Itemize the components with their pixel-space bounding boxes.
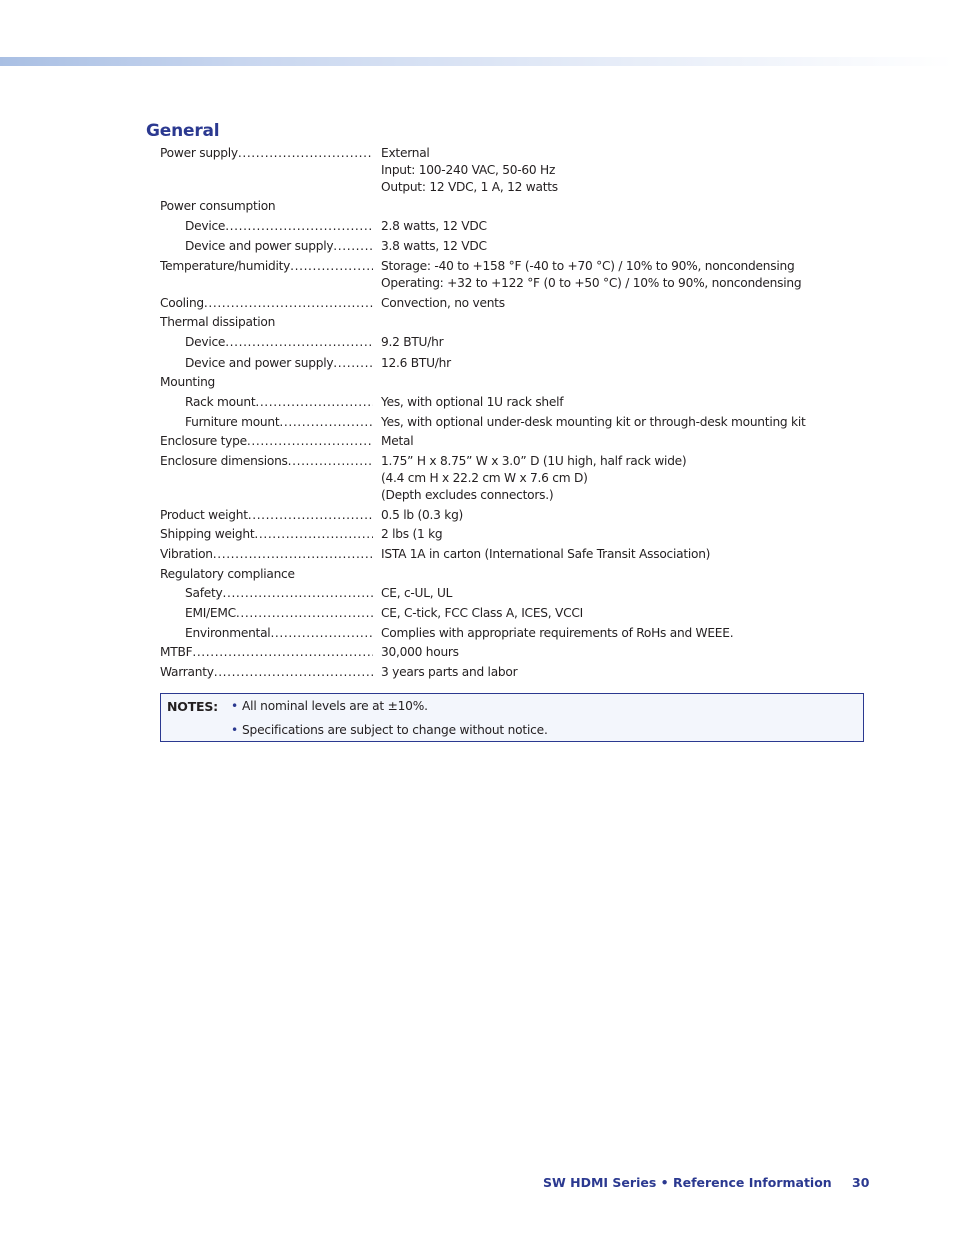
spec-label-text: EMI/EMC	[185, 606, 236, 620]
note-item	[231, 723, 548, 737]
spec-value-line: Yes, with optional 1U rack shelf	[381, 395, 564, 409]
spec-label-text: Device	[185, 219, 226, 233]
dot-leader	[279, 414, 373, 431]
spec-value	[381, 355, 451, 372]
spec-label	[185, 238, 373, 255]
dot-leader	[333, 238, 373, 255]
spec-label	[185, 625, 373, 642]
footer-title: SW HDMI Series • Reference Information	[543, 1175, 832, 1190]
spec-value	[381, 526, 442, 543]
spec-label-text: Device and power supply	[185, 356, 334, 370]
spec-value	[381, 258, 801, 292]
spec-value-line: ISTA 1A in carton (International Safe Transit Association)	[381, 547, 711, 561]
note-text: All nominal levels are at ±10%.	[242, 699, 428, 713]
spec-label-text: Vibration	[160, 547, 213, 561]
spec-value-line: 1.75” H x 8.75” W x 3.0” D (1U high, half rack wide)	[381, 454, 687, 468]
spec-label	[160, 644, 373, 661]
dot-leader	[270, 625, 373, 642]
spec-value-line: Input: 100-240 VAC, 50-60 Hz	[381, 163, 556, 177]
dot-leader	[223, 585, 374, 602]
spec-label	[160, 198, 373, 215]
spec-value-line: Metal	[381, 434, 414, 448]
spec-label-text: Power supply	[160, 146, 238, 160]
dot-leader	[192, 644, 373, 661]
spec-label	[160, 258, 373, 275]
spec-label	[160, 566, 373, 583]
spec-label-text: Cooling	[160, 296, 204, 310]
spec-label-text: Power consumption	[160, 199, 276, 213]
spec-value	[381, 585, 452, 602]
dot-leader	[225, 218, 373, 235]
spec-label-text: MTBF	[160, 645, 193, 659]
spec-value-line: Complies with appropriate requirements of RoHs and WEEE.	[381, 626, 734, 640]
notes-box	[160, 693, 864, 742]
page-number: 30	[852, 1175, 870, 1190]
spec-label-text: Device and power supply	[185, 239, 334, 253]
header-gradient-bar	[0, 57, 954, 66]
spec-value-line: 9.2 BTU/hr	[381, 335, 444, 349]
spec-value	[381, 334, 443, 351]
spec-label	[160, 314, 373, 331]
spec-value-line: 3 years parts and labor	[381, 665, 518, 679]
spec-value	[381, 295, 505, 312]
bullet-icon: •	[231, 699, 238, 713]
spec-value-line: 12.6 BTU/hr	[381, 356, 451, 370]
spec-value-line: 2.8 watts, 12 VDC	[381, 219, 487, 233]
dot-leader	[225, 334, 373, 351]
spec-value	[381, 394, 563, 411]
spec-value-line: External	[381, 146, 430, 160]
section-title: General	[146, 121, 220, 141]
spec-value	[381, 453, 686, 504]
spec-value-line: 30,000 hours	[381, 645, 459, 659]
spec-value-line: Operating: +32 to +122 °F (0 to +50 °C) / 10% to 90%, noncondensing	[381, 276, 802, 290]
spec-value-line: (4.4 cm H x 22.2 cm W x 7.6 cm D)	[381, 471, 588, 485]
note-text: Specifications are subject to change without notice.	[242, 723, 548, 737]
spec-value	[381, 414, 806, 431]
dot-leader	[214, 664, 373, 681]
dot-leader	[288, 453, 373, 470]
spec-label	[160, 453, 373, 470]
spec-value	[381, 238, 487, 255]
spec-value	[381, 507, 463, 524]
spec-value	[381, 433, 413, 450]
dot-leader	[213, 546, 373, 563]
spec-value-line: CE, c-UL, UL	[381, 586, 453, 600]
spec-value-line: 2 lbs (1 kg	[381, 527, 443, 541]
spec-value	[381, 605, 583, 622]
spec-label-text: Product weight	[160, 508, 248, 522]
spec-value-line: (Depth excludes connectors.)	[381, 488, 554, 502]
dot-leader	[333, 355, 373, 372]
spec-label-text: Enclosure dimensions	[160, 454, 288, 468]
spec-label-text: Temperature/humidity	[160, 259, 291, 273]
spec-label	[185, 605, 373, 622]
spec-label	[160, 433, 373, 450]
spec-value-line: Storage: -40 to +158 °F (-40 to +70 °C) / 10% to 90%, noncondensing	[381, 259, 795, 273]
spec-label-text: Enclosure type	[160, 434, 247, 448]
note-item	[231, 699, 428, 713]
spec-value	[381, 546, 710, 563]
spec-label-text: Environmental	[185, 626, 271, 640]
spec-label	[185, 355, 373, 372]
spec-label	[160, 145, 373, 162]
spec-label	[160, 295, 373, 312]
dot-leader	[247, 433, 373, 450]
spec-label-text: Furniture mount	[185, 415, 280, 429]
spec-value	[381, 145, 558, 196]
dot-leader	[204, 295, 373, 312]
spec-label	[185, 585, 373, 602]
spec-value-line: Output: 12 VDC, 1 A, 12 watts	[381, 180, 558, 194]
spec-value-line: 0.5 lb (0.3 kg)	[381, 508, 464, 522]
spec-value	[381, 625, 733, 642]
spec-label	[160, 374, 373, 391]
spec-label-text: Mounting	[160, 375, 216, 389]
spec-label	[160, 526, 373, 543]
spec-value	[381, 644, 459, 661]
dot-leader	[254, 526, 373, 543]
dot-leader	[255, 394, 373, 411]
spec-value	[381, 218, 487, 235]
spec-label	[160, 546, 373, 563]
spec-label-text: Thermal dissipation	[160, 315, 276, 329]
spec-label-text: Rack mount	[185, 395, 256, 409]
spec-label-text: Device	[185, 335, 226, 349]
bullet-icon: •	[231, 723, 238, 737]
spec-label	[185, 334, 373, 351]
spec-value	[381, 664, 517, 681]
dot-leader	[248, 507, 373, 524]
spec-label	[185, 394, 373, 411]
spec-value-line: CE, C-tick, FCC Class A, ICES, VCCI	[381, 606, 583, 620]
spec-value-line: 3.8 watts, 12 VDC	[381, 239, 487, 253]
spec-value-line: Yes, with optional under-desk mounting kit or through-desk mounting kit	[381, 415, 806, 429]
spec-label	[185, 414, 373, 431]
dot-leader	[290, 258, 373, 275]
spec-label	[185, 218, 373, 235]
spec-label	[160, 664, 373, 681]
spec-label-text: Safety	[185, 586, 223, 600]
spec-label	[160, 507, 373, 524]
spec-label-text: Regulatory compliance	[160, 567, 295, 581]
dot-leader	[236, 605, 373, 622]
spec-label-text: Shipping weight	[160, 527, 255, 541]
dot-leader	[238, 145, 373, 162]
spec-value-line: Convection, no vents	[381, 296, 505, 310]
notes-label: NOTES:	[167, 699, 218, 714]
spec-label-text: Warranty	[160, 665, 214, 679]
